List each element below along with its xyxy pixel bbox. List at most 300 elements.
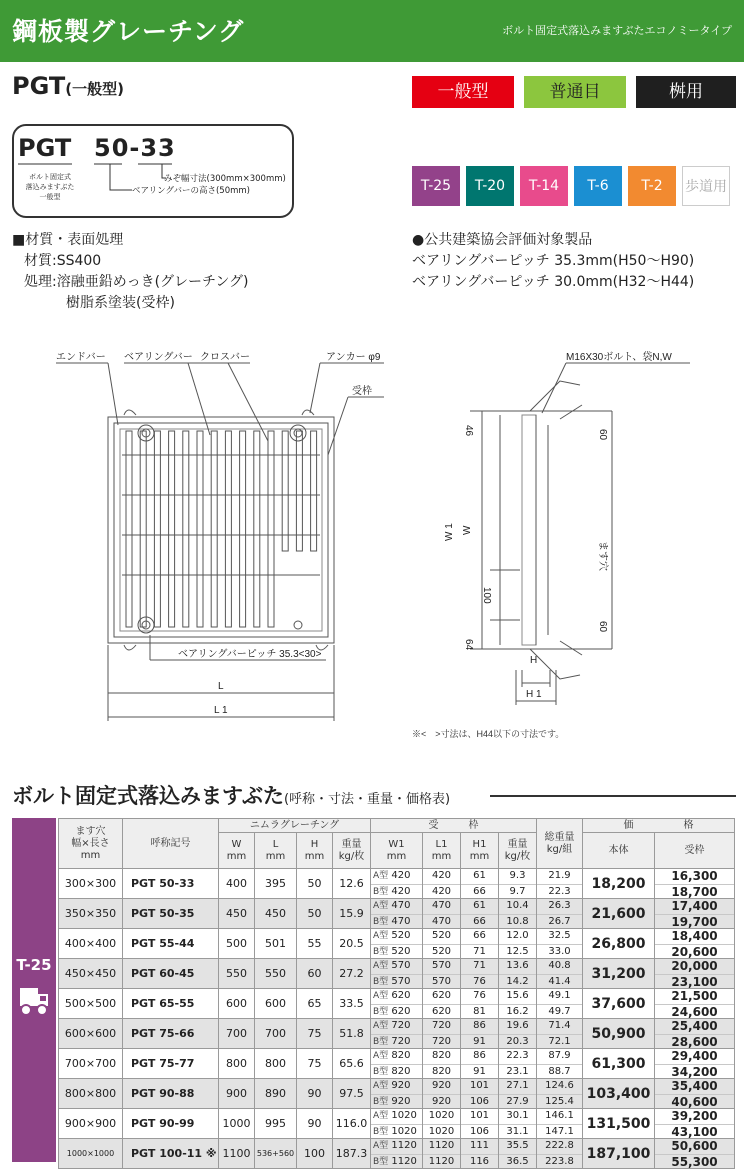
cell-L1-b: 570 bbox=[423, 974, 460, 989]
cell-W1 bbox=[371, 989, 423, 1019]
label-60a: 60 bbox=[597, 429, 608, 441]
cell-fw-b: 31.1 bbox=[499, 1124, 536, 1139]
cell-frame-price-b: 28,600 bbox=[655, 1034, 734, 1049]
cell-H1-b: 106 bbox=[461, 1094, 498, 1109]
cell-L: 700 bbox=[255, 1019, 297, 1049]
W1-b: 470 bbox=[391, 915, 411, 927]
cell-wt: 97.5 bbox=[333, 1079, 371, 1109]
cell-body: 103,400 bbox=[583, 1079, 655, 1109]
cell-W1 bbox=[371, 1109, 423, 1139]
cell-fw-a: 22.3 bbox=[506, 1050, 529, 1061]
label-H1: H 1 bbox=[526, 689, 542, 700]
cell-frame-price-b: 23,100 bbox=[655, 974, 734, 989]
cell-size: 900×900 bbox=[59, 1109, 123, 1139]
cell-W1-a bbox=[371, 929, 422, 944]
cell-frame-price bbox=[655, 959, 735, 989]
cell-L1 bbox=[423, 1019, 461, 1049]
cell-L1-a: 570 bbox=[431, 960, 452, 971]
W1-a: 720 bbox=[391, 1020, 411, 1031]
cell-W1-a bbox=[371, 1019, 422, 1034]
label-anchor: アンカー φ9 bbox=[326, 352, 381, 363]
cell-wt: 12.6 bbox=[333, 869, 371, 899]
cell-L1-a: 470 bbox=[431, 900, 452, 911]
cell-total-b: 125.4 bbox=[537, 1094, 582, 1109]
code-desc: ボルト固定式 落込みますぶた 一般型 bbox=[25, 173, 75, 201]
cell-body: 31,200 bbox=[583, 959, 655, 989]
cell-total bbox=[537, 1019, 583, 1049]
type-a: A型 bbox=[373, 931, 389, 941]
cell-H1-a: 66 bbox=[473, 930, 486, 941]
cell-fw-a: 35.5 bbox=[506, 1140, 529, 1151]
cell-frame-price-b: 18,700 bbox=[655, 884, 734, 899]
spec-pitch2: ベアリングバーピッチ 30.0mm(H32～H44) bbox=[412, 274, 695, 290]
cell-H: 75 bbox=[297, 1049, 333, 1079]
cell-H1 bbox=[461, 929, 499, 959]
bearing-bar-shape bbox=[197, 431, 203, 627]
load-class-chip: T-20 bbox=[466, 166, 514, 206]
cell-wt: 33.5 bbox=[333, 989, 371, 1019]
cell-H1-a: 86 bbox=[473, 1020, 486, 1031]
cell-name: PGT 90-99 bbox=[123, 1109, 219, 1139]
spec-heading: ■材質・表面処理 bbox=[12, 232, 124, 248]
cell-frame-price-b: 43,100 bbox=[655, 1124, 734, 1139]
label-bearing-bar: ベアリングバー bbox=[124, 352, 193, 363]
cell-total bbox=[537, 959, 583, 989]
cell-frame-price bbox=[655, 869, 735, 899]
cell-frame-price-a: 50,600 bbox=[671, 1139, 718, 1153]
label-H: H bbox=[530, 655, 538, 666]
table-row bbox=[59, 959, 735, 989]
th-L1: L1 mm bbox=[423, 833, 461, 869]
page-header bbox=[0, 0, 744, 62]
spec-table bbox=[58, 818, 735, 1169]
W1-b: 1120 bbox=[391, 1155, 417, 1167]
cell-H: 90 bbox=[297, 1079, 333, 1109]
cell-L1 bbox=[423, 959, 461, 989]
cell-fw-a: 30.1 bbox=[506, 1110, 529, 1121]
cell-frame-price bbox=[655, 1079, 735, 1109]
cell-W: 1100 bbox=[219, 1139, 255, 1169]
cell-total-b: 22.3 bbox=[537, 884, 582, 899]
type-b: B型 bbox=[373, 1036, 389, 1047]
cell-L: 450 bbox=[255, 899, 297, 929]
bearing-bar-shape bbox=[254, 431, 260, 627]
cell-name: PGT 55-44 bbox=[123, 929, 219, 959]
bearing-bar-shape bbox=[240, 431, 246, 627]
th-weight: 重量 kg/枚 bbox=[333, 833, 371, 869]
cell-W1-a bbox=[371, 1139, 422, 1154]
cell-W1 bbox=[371, 1049, 423, 1079]
load-class-chip: T-14 bbox=[520, 166, 568, 206]
cell-L: 800 bbox=[255, 1049, 297, 1079]
cell-L1-a: 520 bbox=[431, 930, 452, 941]
cell-total-a: 32.5 bbox=[548, 930, 571, 941]
W1-b: 1020 bbox=[391, 1125, 417, 1137]
table-row bbox=[59, 1049, 735, 1079]
cell-fw bbox=[499, 959, 537, 989]
table-row bbox=[59, 1139, 735, 1169]
cell-total bbox=[537, 929, 583, 959]
cell-total-a: 40.8 bbox=[548, 960, 571, 971]
code-prefix: PGT bbox=[18, 134, 72, 162]
cell-fw-a: 12.0 bbox=[506, 930, 529, 941]
page-subtitle: ボルト固定式落込みますぶたエコノミータイプ bbox=[502, 24, 732, 37]
table-row bbox=[59, 899, 735, 929]
cell-body: 37,600 bbox=[583, 989, 655, 1019]
cell-W: 1000 bbox=[219, 1109, 255, 1139]
cell-frame-price bbox=[655, 899, 735, 929]
cell-size: 350×350 bbox=[59, 899, 123, 929]
product-title-sub: (一般型) bbox=[65, 80, 124, 98]
cell-size: 300×300 bbox=[59, 869, 123, 899]
cell-frame-price-a: 16,300 bbox=[671, 869, 718, 883]
cell-fw bbox=[499, 869, 537, 899]
cell-size: 600×600 bbox=[59, 1019, 123, 1049]
cell-W1-b bbox=[371, 914, 422, 929]
cell-L1 bbox=[423, 1079, 461, 1109]
cell-L: 536+560 bbox=[255, 1139, 297, 1169]
cell-W1-a bbox=[371, 1049, 422, 1064]
cell-total-b: 26.7 bbox=[537, 914, 582, 929]
label-bolt: M16X30ボルト、袋N,W bbox=[566, 352, 672, 363]
bearing-bar-shape bbox=[169, 431, 175, 627]
cell-L1-b: 470 bbox=[423, 914, 460, 929]
cell-H: 75 bbox=[297, 1019, 333, 1049]
bearing-bar-shape bbox=[282, 431, 288, 551]
cell-total bbox=[537, 1079, 583, 1109]
th-size: ます穴 幅×長さ mm bbox=[59, 819, 123, 869]
cell-W1-a bbox=[371, 1109, 422, 1124]
cell-body: 18,200 bbox=[583, 869, 655, 899]
load-class-chip: 歩道用 bbox=[682, 166, 730, 206]
bearing-bar-shape bbox=[183, 431, 189, 627]
label-frame: 受枠 bbox=[352, 386, 372, 397]
cell-W: 600 bbox=[219, 989, 255, 1019]
spec-treatment-line2: 樹脂系塗装(受枠) bbox=[66, 295, 175, 311]
cell-frame-price-b: 40,600 bbox=[655, 1094, 734, 1109]
cell-fw bbox=[499, 1049, 537, 1079]
cell-L1 bbox=[423, 899, 461, 929]
cell-L1 bbox=[423, 929, 461, 959]
cell-H1 bbox=[461, 1109, 499, 1139]
cell-size: 500×500 bbox=[59, 989, 123, 1019]
label-100: 100 bbox=[481, 587, 492, 604]
cell-total-a: 26.3 bbox=[548, 900, 571, 911]
cell-fw bbox=[499, 929, 537, 959]
cell-wt: 187.3 bbox=[333, 1139, 371, 1169]
cell-total-a: 146.1 bbox=[545, 1110, 574, 1121]
cell-frame-price-a: 18,400 bbox=[671, 929, 718, 943]
cell-frame-price-a: 25,400 bbox=[671, 1019, 718, 1033]
cell-wt: 116.0 bbox=[333, 1109, 371, 1139]
cell-size: 700×700 bbox=[59, 1049, 123, 1079]
cell-wt: 27.2 bbox=[333, 959, 371, 989]
type-a: A型 bbox=[373, 871, 389, 881]
cell-total bbox=[537, 1139, 583, 1169]
cell-total bbox=[537, 869, 583, 899]
cell-W1-a bbox=[371, 899, 422, 914]
cell-H: 60 bbox=[297, 959, 333, 989]
cell-fw-b: 27.9 bbox=[499, 1094, 536, 1109]
table-row bbox=[59, 1109, 735, 1139]
cell-L1-b: 720 bbox=[423, 1034, 460, 1049]
table-row bbox=[59, 989, 735, 1019]
cell-L1-b: 920 bbox=[423, 1094, 460, 1109]
cell-W1 bbox=[371, 1079, 423, 1109]
cell-total-a: 124.6 bbox=[545, 1080, 574, 1091]
table-section-title-main: ボルト固定式落込みますぶた bbox=[12, 784, 284, 808]
W1-a: 1120 bbox=[391, 1140, 417, 1151]
cell-name: PGT 90-88 bbox=[123, 1079, 219, 1109]
cell-H: 100 bbox=[297, 1139, 333, 1169]
cell-name: PGT 65-55 bbox=[123, 989, 219, 1019]
cell-H1-b: 76 bbox=[461, 974, 498, 989]
th-frame: 受 枠 bbox=[371, 819, 537, 833]
table-row bbox=[59, 869, 735, 899]
cell-W1 bbox=[371, 929, 423, 959]
th-L: L mm bbox=[255, 833, 297, 869]
bearing-bar-shape bbox=[154, 431, 160, 627]
cell-H: 50 bbox=[297, 869, 333, 899]
cell-total-a: 49.1 bbox=[548, 990, 571, 1001]
W1-a: 620 bbox=[391, 990, 411, 1001]
cell-fw-b: 12.5 bbox=[499, 944, 536, 959]
drawing-footnote: ※< >寸法は、H44以下の寸法です。 bbox=[412, 729, 565, 739]
cell-total-b: 72.1 bbox=[537, 1034, 582, 1049]
cell-W1-a bbox=[371, 869, 422, 884]
W1-b: 420 bbox=[391, 885, 411, 897]
label-64: 64 bbox=[463, 639, 474, 651]
cell-frame-price-a: 35,400 bbox=[671, 1079, 718, 1093]
product-title bbox=[12, 72, 124, 100]
th-frame-price: 受枠 bbox=[655, 833, 735, 869]
cell-total bbox=[537, 1109, 583, 1139]
th-total: 総重量 kg/組 bbox=[537, 819, 583, 869]
cell-size: 800×800 bbox=[59, 1079, 123, 1109]
table-row bbox=[59, 1079, 735, 1109]
cell-body: 131,500 bbox=[583, 1109, 655, 1139]
cell-W: 450 bbox=[219, 899, 255, 929]
cell-size: 1000×1000 bbox=[59, 1139, 123, 1169]
cell-W1-b bbox=[371, 1064, 422, 1079]
cell-fw-a: 27.1 bbox=[506, 1080, 529, 1091]
th-H1: H1 mm bbox=[461, 833, 499, 869]
W1-a: 920 bbox=[391, 1080, 411, 1091]
bearing-bar-shape bbox=[126, 431, 132, 627]
cell-L: 995 bbox=[255, 1109, 297, 1139]
cell-H1-a: 61 bbox=[473, 870, 486, 881]
W1-a: 570 bbox=[391, 960, 411, 971]
th-price: 価 格 bbox=[583, 819, 735, 833]
cell-W1 bbox=[371, 1139, 423, 1169]
W1-a: 470 bbox=[391, 900, 411, 911]
type-b: B型 bbox=[373, 976, 389, 987]
cell-W1-b bbox=[371, 1154, 422, 1169]
cell-fw bbox=[499, 989, 537, 1019]
cell-name: PGT 75-66 bbox=[123, 1019, 219, 1049]
cell-H1-b: 81 bbox=[461, 1004, 498, 1019]
type-b: B型 bbox=[373, 1096, 389, 1107]
label-end-bar: エンドバー bbox=[56, 352, 106, 363]
cell-frame-price bbox=[655, 1109, 735, 1139]
cell-fw-b: 20.3 bbox=[499, 1034, 536, 1049]
cell-H1-a: 101 bbox=[469, 1110, 490, 1121]
type-a: A型 bbox=[373, 991, 389, 1001]
spec-material bbox=[12, 230, 249, 314]
cell-frame-price-a: 21,500 bbox=[671, 989, 718, 1003]
cell-fw bbox=[499, 1139, 537, 1169]
cell-H1-b: 106 bbox=[461, 1124, 498, 1139]
cell-H1-b: 91 bbox=[461, 1034, 498, 1049]
cell-H1-b: 91 bbox=[461, 1064, 498, 1079]
spec-treatment-line: 処理:溶融亜鉛めっき(グレーチング) bbox=[24, 274, 249, 290]
cell-H: 55 bbox=[297, 929, 333, 959]
cell-W: 900 bbox=[219, 1079, 255, 1109]
cell-frame-price-a: 29,400 bbox=[671, 1049, 718, 1063]
technical-drawing bbox=[0, 345, 744, 745]
cell-L: 501 bbox=[255, 929, 297, 959]
cell-L1 bbox=[423, 1049, 461, 1079]
cell-L1-b: 1020 bbox=[423, 1124, 460, 1139]
type-b: B型 bbox=[373, 946, 389, 957]
cell-fw-a: 10.4 bbox=[506, 900, 529, 911]
load-class-chip: T-2 bbox=[628, 166, 676, 206]
cell-fw-b: 23.1 bbox=[499, 1064, 536, 1079]
cell-fw bbox=[499, 1019, 537, 1049]
th-grating: ニムラグレーチング bbox=[219, 819, 371, 833]
plan-view bbox=[56, 363, 384, 721]
label-60b: 60 bbox=[597, 621, 608, 633]
cell-L1-b: 620 bbox=[423, 1004, 460, 1019]
label-L: L bbox=[218, 681, 224, 692]
type-a: A型 bbox=[373, 961, 389, 971]
cell-name: PGT 50-35 bbox=[123, 899, 219, 929]
cell-fw-b: 14.2 bbox=[499, 974, 536, 989]
cell-total bbox=[537, 1049, 583, 1079]
type-a: A型 bbox=[373, 1021, 389, 1031]
cell-name: PGT 50-33 bbox=[123, 869, 219, 899]
cell-L1-a: 720 bbox=[431, 1020, 452, 1031]
cell-frame-price-b: 19,700 bbox=[655, 914, 734, 929]
cell-W1-a bbox=[371, 989, 422, 1004]
cell-fw-a: 19.6 bbox=[506, 1020, 529, 1031]
cell-frame-price bbox=[655, 1049, 735, 1079]
cell-W1-b bbox=[371, 1004, 422, 1019]
table-section-title-sub: (呼称・寸法・重量・価格表) bbox=[283, 792, 451, 807]
cell-L1-b: 820 bbox=[423, 1064, 460, 1079]
W1-b: 570 bbox=[391, 975, 411, 987]
W1-a: 820 bbox=[391, 1050, 411, 1061]
cell-L: 550 bbox=[255, 959, 297, 989]
code-note-size: みぞ幅寸法(300mm×300mm) bbox=[164, 174, 286, 184]
spec-pitch1: ベアリングバーピッチ 35.3mm(H50～H90) bbox=[412, 253, 695, 269]
cell-total bbox=[537, 899, 583, 929]
cell-H1-a: 61 bbox=[473, 900, 486, 911]
cell-H1-a: 111 bbox=[469, 1140, 490, 1151]
W1-b: 520 bbox=[391, 945, 411, 957]
type-b: B型 bbox=[373, 1066, 389, 1077]
label-cross-bar: クロスバー bbox=[200, 352, 250, 363]
cell-name: PGT 75-77 bbox=[123, 1049, 219, 1079]
W1-a: 520 bbox=[391, 930, 411, 941]
type-a: A型 bbox=[373, 1081, 389, 1091]
section-rule bbox=[490, 795, 736, 797]
cell-total-b: 41.4 bbox=[537, 974, 582, 989]
type-a: A型 bbox=[373, 1141, 389, 1151]
cell-H1-a: 101 bbox=[469, 1080, 490, 1091]
tag-type: 一般型 bbox=[412, 76, 514, 108]
cell-frame-price-a: 20,000 bbox=[671, 959, 718, 973]
label-W1: W 1 bbox=[444, 523, 455, 541]
cell-wt: 20.5 bbox=[333, 929, 371, 959]
cell-H1 bbox=[461, 1019, 499, 1049]
cell-body: 26,800 bbox=[583, 929, 655, 959]
cell-H1 bbox=[461, 1139, 499, 1169]
cell-total-a: 21.9 bbox=[548, 870, 571, 881]
bearing-bar-shape bbox=[211, 431, 217, 627]
cell-frame-price bbox=[655, 1139, 735, 1169]
cell-W1-a bbox=[371, 959, 422, 974]
cell-size: 450×450 bbox=[59, 959, 123, 989]
th-frame-weight: 重量 kg/枚 bbox=[499, 833, 537, 869]
label-W: W bbox=[462, 525, 473, 535]
load-class-chip: T-25 bbox=[412, 166, 460, 206]
cell-L1-a: 420 bbox=[431, 870, 452, 881]
label-L1: L 1 bbox=[214, 705, 228, 716]
tag-use: 桝用 bbox=[636, 76, 736, 108]
cell-W1 bbox=[371, 1019, 423, 1049]
cell-total-b: 49.7 bbox=[537, 1004, 582, 1019]
type-a: A型 bbox=[373, 901, 389, 911]
cell-fw-a: 9.3 bbox=[509, 870, 526, 881]
cell-fw-b: 36.5 bbox=[499, 1154, 536, 1169]
cell-H1-b: 66 bbox=[461, 884, 498, 899]
label-masu: ます穴 bbox=[597, 541, 608, 571]
cell-fw bbox=[499, 1079, 537, 1109]
spec-table-wrap bbox=[12, 818, 734, 1169]
th-name: 呼称記号 bbox=[123, 819, 219, 869]
cell-W: 550 bbox=[219, 959, 255, 989]
cell-H1 bbox=[461, 989, 499, 1019]
cell-W: 500 bbox=[219, 929, 255, 959]
table-row bbox=[59, 929, 735, 959]
cell-frame-price-b: 55,300 bbox=[655, 1154, 734, 1169]
label-46: 46 bbox=[463, 425, 474, 437]
cell-H: 65 bbox=[297, 989, 333, 1019]
cell-H1 bbox=[461, 869, 499, 899]
th-W1: W1 mm bbox=[371, 833, 423, 869]
section-view bbox=[470, 363, 690, 705]
spec-material-line: 材質:SS400 bbox=[24, 253, 102, 269]
cell-L1-b: 1120 bbox=[423, 1154, 460, 1169]
cell-wt: 65.6 bbox=[333, 1049, 371, 1079]
cell-frame-price-a: 39,200 bbox=[671, 1109, 718, 1123]
cell-fw-b: 16.2 bbox=[499, 1004, 536, 1019]
cell-H1-a: 86 bbox=[473, 1050, 486, 1061]
cell-W1-b bbox=[371, 944, 422, 959]
cell-L1-b: 520 bbox=[423, 944, 460, 959]
cell-L1-a: 1120 bbox=[428, 1140, 455, 1151]
cell-L1-b: 420 bbox=[423, 884, 460, 899]
cell-total-a: 222.8 bbox=[545, 1140, 574, 1151]
cell-H1-b: 116 bbox=[461, 1154, 498, 1169]
type-b: B型 bbox=[373, 916, 389, 927]
cell-total-b: 147.1 bbox=[537, 1124, 582, 1139]
cell-total-a: 71.4 bbox=[548, 1020, 571, 1031]
product-title-main: PGT bbox=[12, 72, 66, 100]
code-explanation-box bbox=[12, 124, 294, 218]
cell-total-b: 33.0 bbox=[537, 944, 582, 959]
